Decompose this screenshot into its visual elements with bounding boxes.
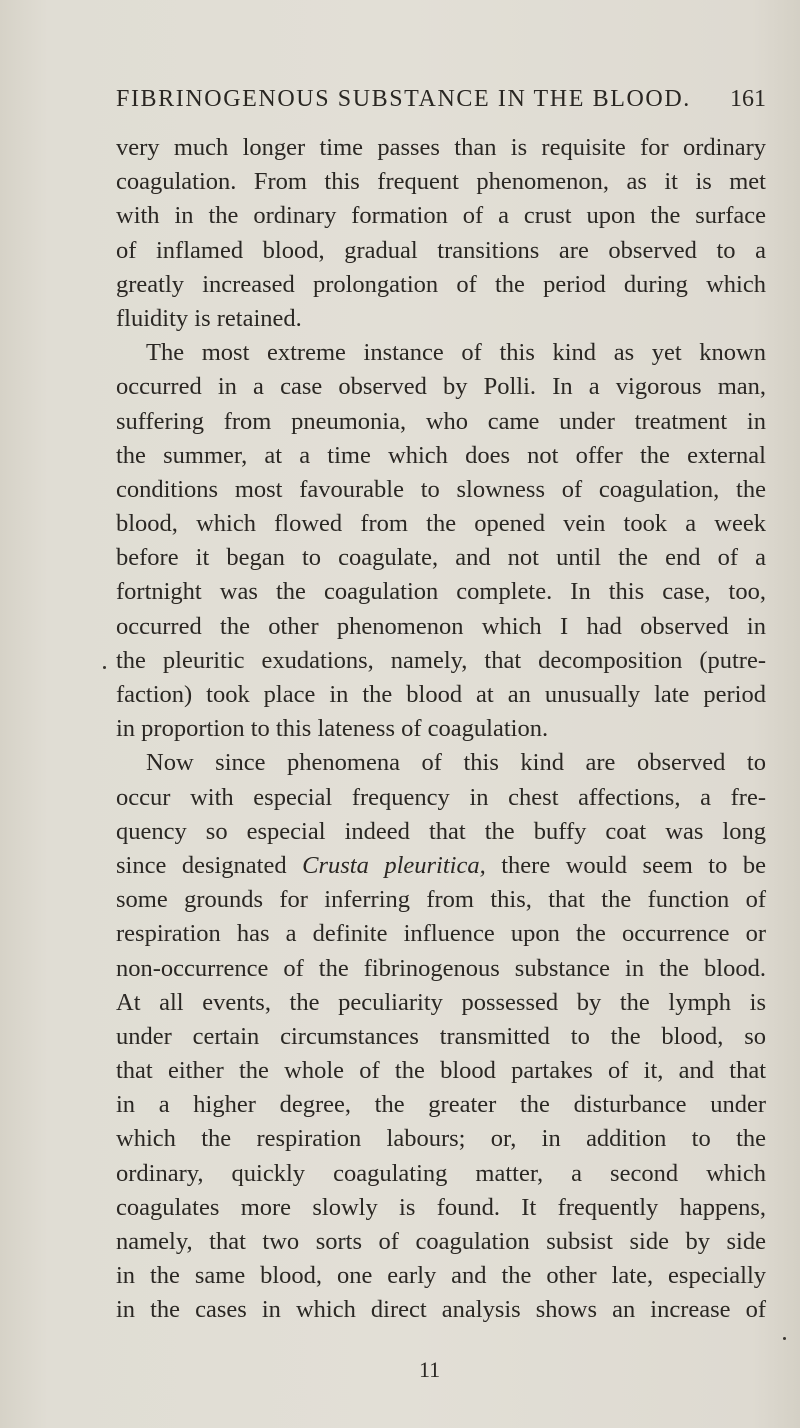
italic-term: Crusta pleuritica,	[302, 851, 486, 879]
page-header	[116, 86, 766, 116]
text-line: At all events, the peculiarity possessed by the lymph is	[116, 988, 766, 1016]
text-segment: since designated	[116, 851, 303, 879]
text-line-with-italic	[116, 849, 766, 883]
text-line: which the respiration labours; or, in addition to the	[116, 1125, 766, 1153]
text-line: The most extreme instance of this kind as yet known	[146, 339, 766, 367]
text-line: coagulates more slowly is found. It frequently happens,	[116, 1193, 766, 1221]
text-line: namely, that two sorts of coagulation subsist side by side	[116, 1228, 766, 1255]
stray-dot	[783, 1337, 786, 1340]
text-line: quency so especial indeed that the buffy coat was long	[116, 817, 766, 845]
text-segment: there would seem to be	[485, 851, 766, 879]
text-line: occurred in a case observed by Polli. In a vigorous man,	[116, 373, 766, 401]
text-line: in the cases in which direct analysis shows an increase of	[116, 1296, 766, 1324]
text-line: greatly increased prolongation of the period during which	[116, 270, 766, 298]
body-text	[116, 131, 766, 1328]
text-line: non-occurrence of the fibrinogenous substance in the blood.	[116, 954, 766, 982]
text-line: before it began to coagulate, and not until the end of a	[116, 544, 766, 572]
text-line: very much longer time passes than is requisite for ordinary	[116, 134, 766, 161]
text-line: suffering from pneumonia, who came under treatment in	[116, 407, 766, 435]
text-line: some grounds for inferring from this, that the function of	[116, 886, 766, 914]
text-line: with in the ordinary formation of a crust upon the surface	[116, 202, 766, 230]
text-line: respiration has a definite influence upon the occurrence or	[116, 920, 766, 948]
text-line: in a higher degree, the greater the disturbance under	[116, 1091, 766, 1119]
signature-mark: 11	[419, 1357, 441, 1382]
text-line: of inflamed blood, gradual transitions are observed to a	[116, 236, 766, 264]
text-line: in the same blood, one early and the other late, especially	[116, 1262, 766, 1290]
text-line: ordinary, quickly coagulating matter, a second which	[116, 1159, 766, 1187]
text-line: under certain circumstances transmitted to the blood, so	[116, 1022, 766, 1050]
stray-dot	[103, 666, 106, 669]
running-head: FIBRINOGENOUS SUBSTANCE IN THE BLOOD.	[116, 86, 691, 112]
text-line: the pleuritic exudations, namely, that decomposition (putre-	[116, 646, 766, 674]
page-number: 161	[730, 86, 766, 112]
text-line: in proportion to this lateness of coagulation.	[116, 715, 549, 743]
text-line: occur with especial frequency in chest affections, a fre-	[116, 783, 766, 811]
text-line: blood, which flowed from the opened vein took a week	[116, 510, 766, 538]
text-line: fortnight was the coagulation complete. In this case, too,	[116, 578, 766, 606]
text-line: Now since phenomena of this kind are observed to	[146, 749, 766, 777]
text-line: fluidity is retained.	[116, 304, 302, 332]
text-line: that either the whole of the blood partakes of it, and that	[116, 1057, 766, 1085]
text-line: the summer, at a time which does not offer the external	[116, 441, 766, 469]
text-line: conditions most favourable to slowness of coagulation, the	[116, 475, 766, 503]
text-line: occurred the other phenomenon which I had observed in	[116, 612, 766, 640]
text-line: coagulation. From this frequent phenomenon, as it is met	[116, 168, 766, 196]
text-line: faction) took place in the blood at an unusually late period	[116, 681, 766, 708]
